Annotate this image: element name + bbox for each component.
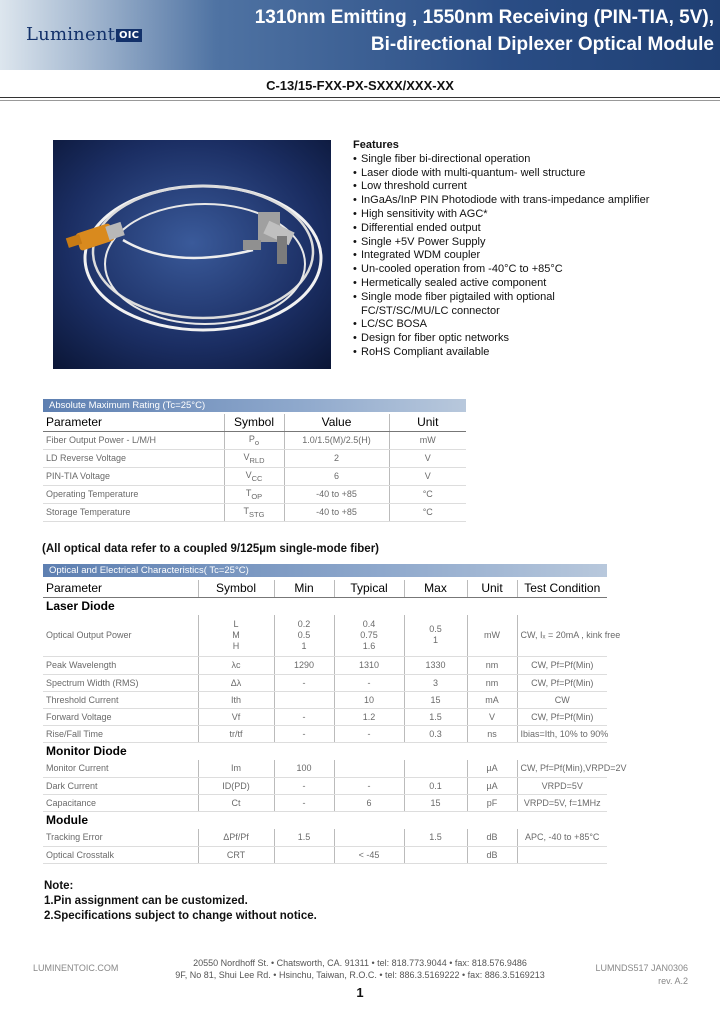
table-row: Spectrum Width (RMS) Δλ - - 3 nm CW, Pf=Pf(Min) bbox=[43, 674, 607, 691]
notes-title: Note: bbox=[44, 880, 74, 892]
table-row: Tracking Error ΔPf/Pf 1.5 1.5 dB APC, -40 to +85°C bbox=[43, 829, 607, 846]
feature-item: • Single mode fiber pigtailed with optional bbox=[353, 290, 555, 303]
abs-max-table bbox=[43, 414, 466, 522]
feature-item: • Laser diode with multi-quantum- well structure bbox=[353, 166, 586, 179]
table-row: Peak Wavelength λc 1290 1310 1330 nm CW, Pf=Pf(Min) bbox=[43, 656, 607, 674]
table-header-row: Parameter Symbol Value Unit bbox=[43, 414, 466, 431]
feature-item: • Single fiber bi-directional operation bbox=[353, 152, 531, 165]
table-row: Storage Temperature $T_{STG}$ -40 to +85 °C bbox=[43, 503, 466, 521]
luminent-logo: Luminent OIC bbox=[26, 24, 142, 45]
note-item: 2.Specifications subject to change without notice. bbox=[44, 910, 317, 922]
page-number: 1 bbox=[356, 985, 364, 1000]
product-title-line2: Bi-directional Diplexer Optical Module bbox=[370, 34, 714, 55]
note-item: 1.Pin assignment can be customized. bbox=[44, 895, 248, 907]
feature-item: • Single +5V Power Supply bbox=[353, 235, 486, 248]
feature-item: • RoHS Compliant available bbox=[353, 345, 490, 358]
feature-item: • Design for fiber optic networks bbox=[353, 332, 509, 345]
table-row: LD Reverse Voltage $V_{RLD}$ 2 V bbox=[43, 449, 466, 467]
table-row: Rise/Fall Time tr/tf - - 0.3 ns Ibias=Ith, 10% to 90% bbox=[43, 725, 607, 742]
divider bbox=[0, 97, 720, 101]
features-list bbox=[353, 139, 649, 360]
notes bbox=[44, 879, 317, 924]
section-module: Module bbox=[46, 813, 88, 828]
table-row: Threshold Current Ith 10 15 mA CW bbox=[43, 691, 607, 708]
table-row: Optical Output Power L M H 0.2 0.5 1 0.4 0.75 1.6 0.5 1 mW CW, Iₓ = 20mA , kink free bbox=[43, 615, 607, 656]
table-row: Optical Crosstalk CRT < -45 dB bbox=[43, 846, 607, 863]
feature-item: • Hermetically sealed active component bbox=[353, 276, 547, 289]
footer-doc-code: LUMNDS517 JAN0306 bbox=[595, 963, 688, 973]
product-photo bbox=[53, 140, 331, 369]
optical-data-note: (All optical data refer to a coupled 9/125µm single-mode fiber) bbox=[42, 543, 380, 555]
table-header-row: Parameter Symbol Min Typical Max Unit Test Condition bbox=[43, 580, 607, 597]
table-row: PIN-TIA Voltage $V_{CC}$ 6 V bbox=[43, 467, 466, 485]
feature-item: • Differential ended output bbox=[353, 221, 481, 234]
footer-website[interactable]: LUMINENTOIC.COM bbox=[33, 963, 119, 973]
part-number: C-13/15-FXX-PX-SXXX/XXX-XX bbox=[266, 78, 454, 93]
feature-item: • InGaAs/InP PIN Photodiode with trans-impedance amplifier bbox=[353, 194, 650, 207]
footer-address-tw: 9F, No 81, Shui Lee Rd. • Hsinchu, Taiwan, R.O.C. • tel: 886.3.5169222 • fax: 886.3.5169213 bbox=[175, 970, 545, 980]
header-banner bbox=[0, 0, 720, 70]
section-laser-diode: Laser Diode bbox=[46, 599, 115, 614]
section-monitor-diode: Monitor Diode bbox=[46, 744, 127, 759]
optical-table bbox=[43, 580, 627, 864]
abs-max-table-title: Absolute Maximum Rating (Tc=25°C) bbox=[43, 399, 466, 412]
table-row: Monitor Current Im 100 µA CW, Pf=Pf(Min),VRPD=2V bbox=[43, 760, 607, 777]
optical-table-title: Optical and Electrical Characteristics( Tc=25°C) bbox=[43, 564, 607, 577]
footer-address-us: 20550 Nordhoff St. • Chatsworth, CA. 91311 • tel: 818.773.9044 • fax: 818.576.9486 bbox=[193, 958, 527, 968]
table-row: Capacitance Ct - 6 15 pF VRPD=5V, f=1MHz bbox=[43, 794, 607, 811]
table-row: Operating Temperature $T_{OP}$ -40 to +85 °C bbox=[43, 485, 466, 503]
feature-item: • Integrated WDM coupler bbox=[353, 249, 481, 262]
feature-item: • LC/SC BOSA bbox=[353, 318, 428, 331]
table-row: Fiber Output Power - L/M/H $P_o$ 1.0/1.5(M)/2.5(H) mW bbox=[43, 431, 466, 449]
footer-revision: rev. A.2 bbox=[658, 976, 688, 986]
table-row: Forward Voltage Vf - 1.2 1.5 V CW, Pf=Pf(Min) bbox=[43, 708, 607, 725]
feature-item: FC/ST/SC/MU/LC connector bbox=[361, 304, 500, 317]
product-title-line1: 1310nm Emitting , 1550nm Receiving (PIN-TIA, 5V), bbox=[254, 7, 714, 28]
feature-item: • Low threshold current bbox=[353, 180, 467, 193]
features-heading: Features bbox=[353, 139, 399, 151]
feature-item: • Un-cooled operation from -40°C to +85°C bbox=[353, 263, 563, 276]
table-row: Dark Current ID(PD) - - 0.1 µA VRPD=5V bbox=[43, 777, 607, 794]
feature-item: • High sensitivity with AGC* bbox=[353, 207, 488, 220]
